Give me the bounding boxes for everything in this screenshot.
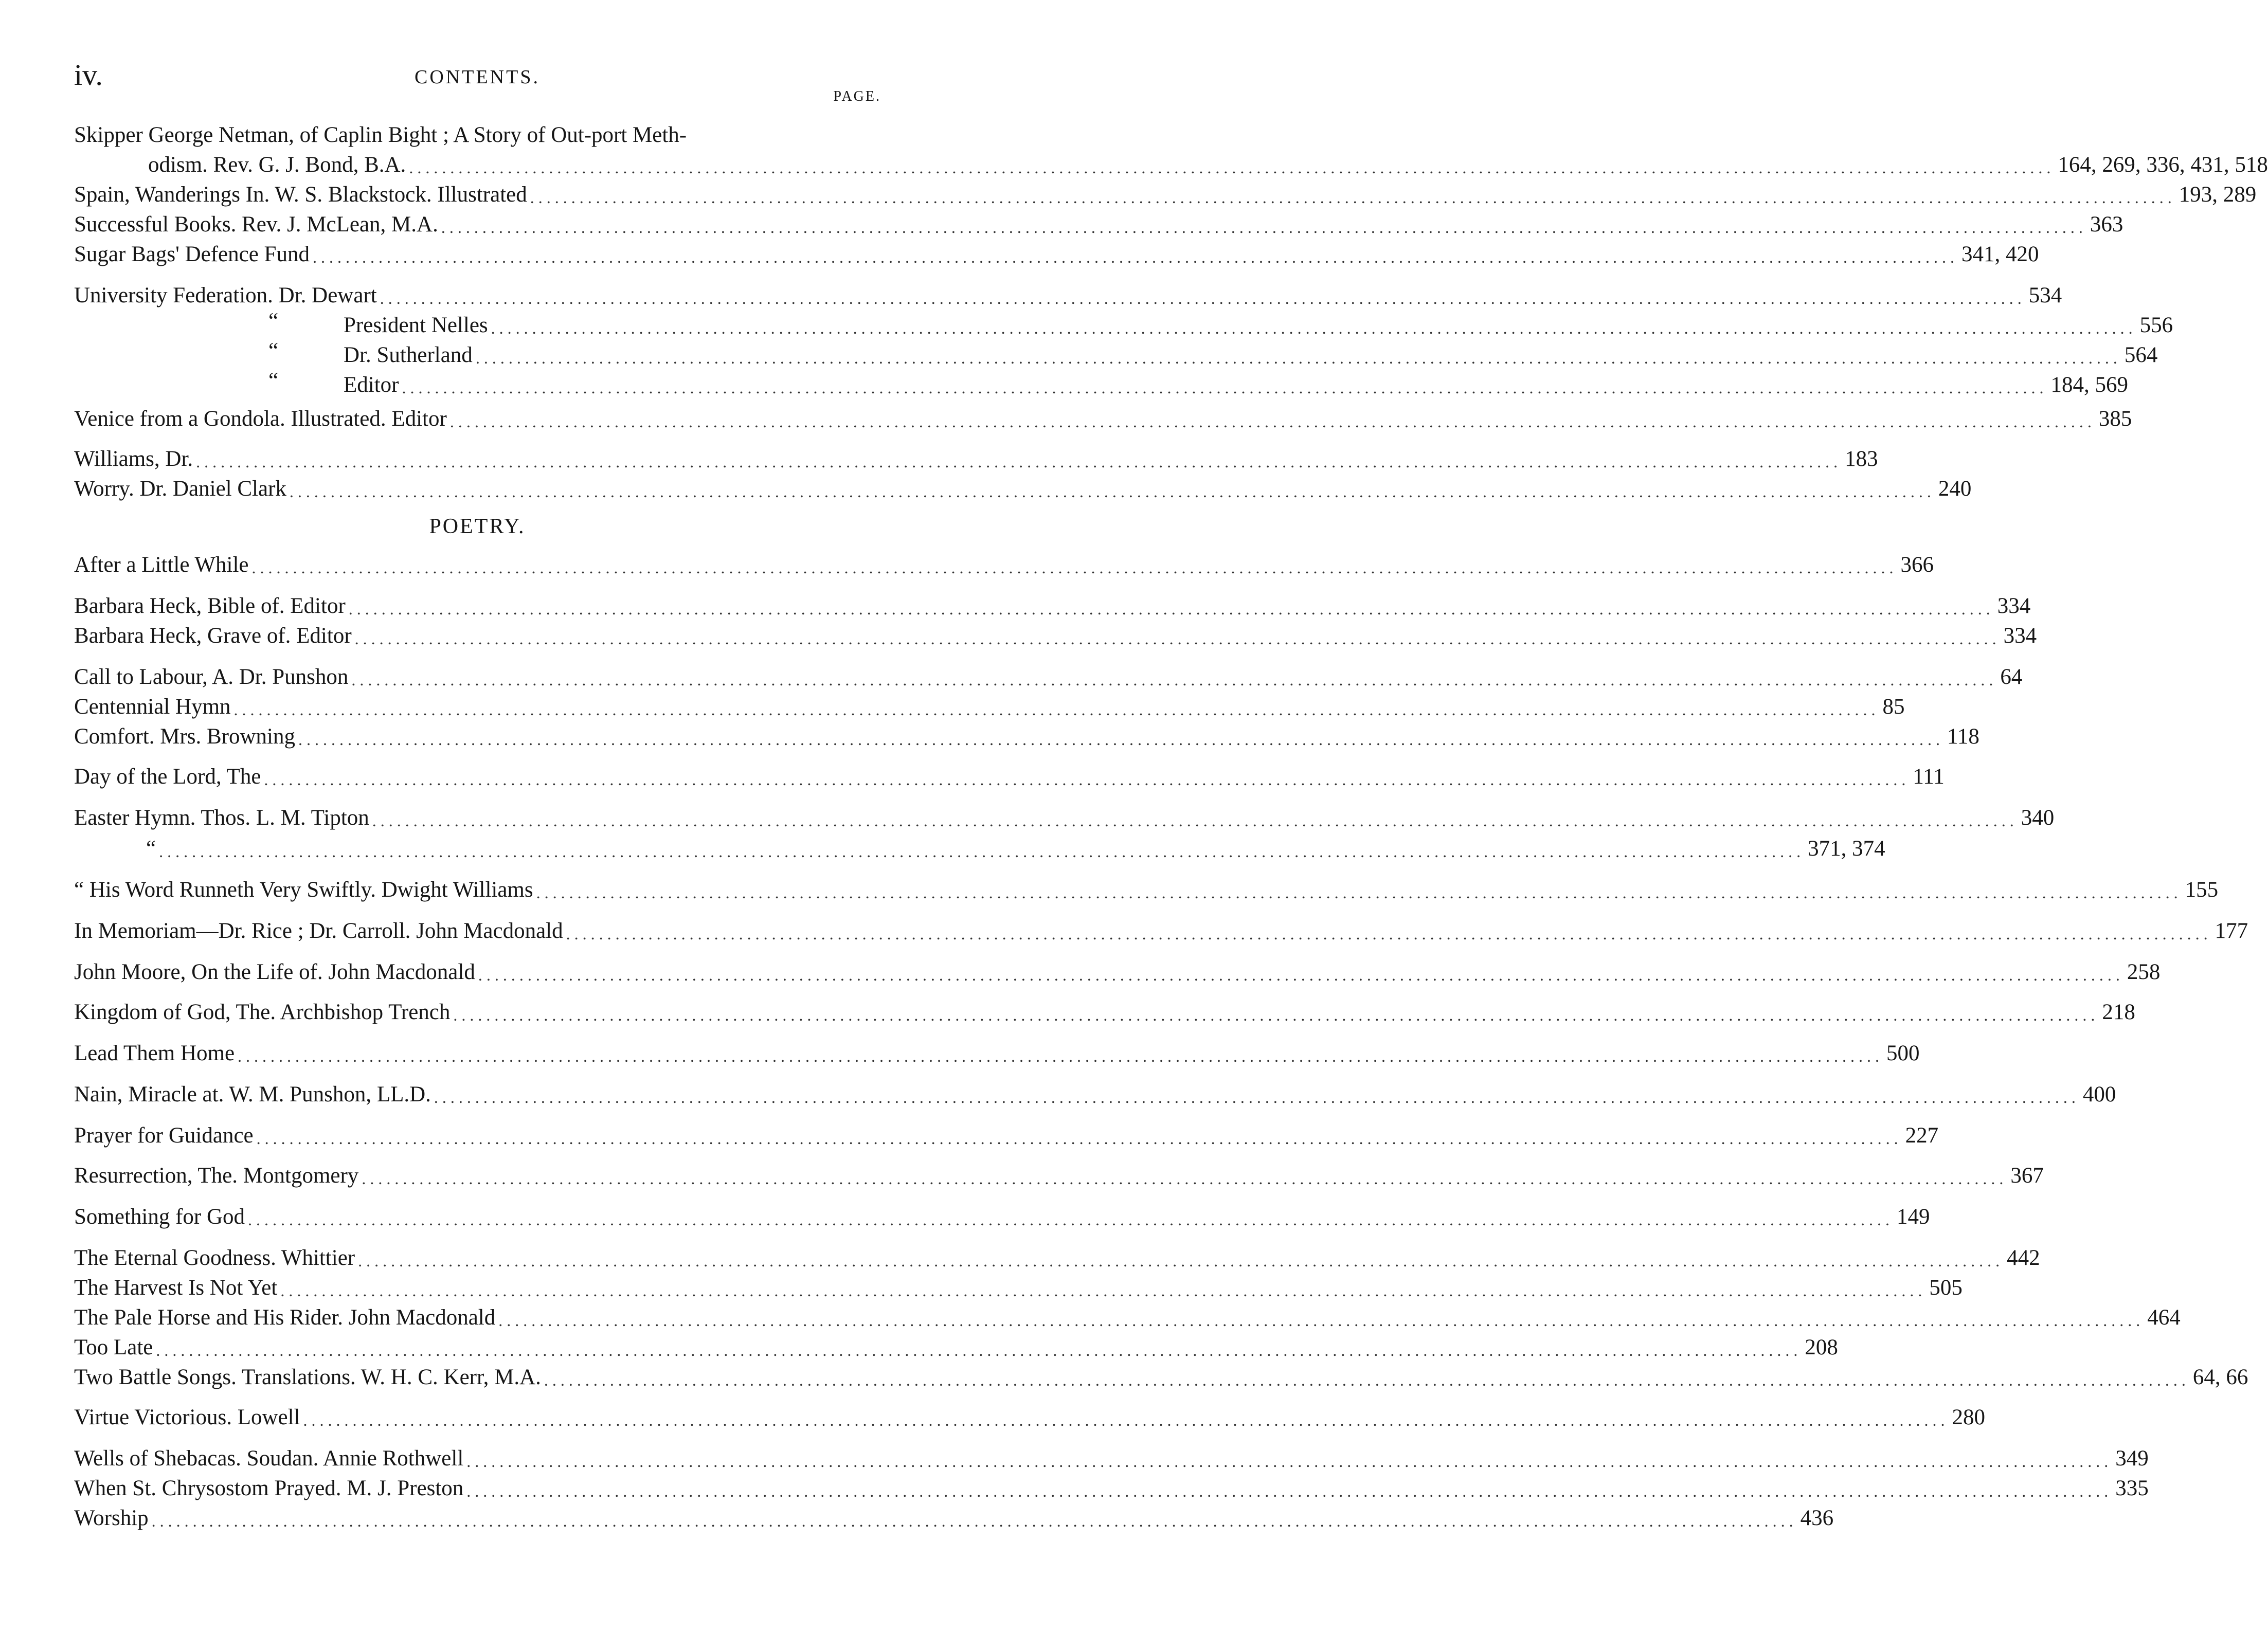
- entry-title: Resurrection, The. Montgomery: [74, 1164, 359, 1188]
- entry-pages: 184, 569: [2050, 373, 2128, 397]
- toc-entry: [74, 1297, 2181, 1330]
- ditto-mark: “: [268, 369, 279, 393]
- dot-leader: ........................................................................................................................................................................................................: [453, 1006, 2099, 1024]
- entry-pages: 367: [2010, 1164, 2044, 1188]
- toc-entry: [74, 174, 2257, 207]
- entry-pages: 85: [1882, 695, 1905, 719]
- entry-title: Sugar Bags' Defence Fund: [74, 242, 310, 266]
- entry-pages: 280: [1952, 1405, 1985, 1429]
- toc-entry: [74, 1327, 1838, 1359]
- entry-pages: 149: [1897, 1205, 1930, 1229]
- entry-pages: 341, 420: [1961, 242, 2039, 266]
- entry-title: Comfort. Mrs. Browning: [74, 724, 295, 749]
- entry-pages: 64, 66: [2192, 1365, 2248, 1389]
- dot-leader: ........................................................................................................................................................................................................: [566, 924, 2212, 943]
- entry-title: In Memoriam—Dr. Rice ; Dr. Carroll. John Macdonald: [74, 919, 563, 943]
- entry-title: Worship: [74, 1506, 149, 1530]
- toc-entry: [74, 686, 1905, 719]
- entry-title: University Federation. Dr. Dewart: [74, 283, 377, 307]
- toc-entry: [74, 1155, 2044, 1188]
- entry-title: After a Little While: [74, 553, 249, 577]
- entry-pages: 208: [1805, 1335, 1838, 1359]
- entry-title: Call to Labour, A. Dr. Punshon: [74, 665, 349, 689]
- entry-title: Easter Hymn. Thos. L. M. Tipton: [74, 806, 369, 830]
- entry-pages: 227: [1905, 1123, 1939, 1148]
- dot-leader: ........................................................................................................................................................................................................: [536, 883, 2182, 902]
- dot-leader: ........................................................................................................................................................................................................: [466, 1452, 2113, 1471]
- dot-leader: ........................................................................................................................................................................................................: [156, 1341, 1802, 1359]
- entry-title: Day of the Lord, The: [74, 765, 261, 789]
- entry-pages: 183: [1845, 447, 1878, 471]
- entry-title: Venice from a Gondola. Illustrated. Editor: [74, 407, 447, 431]
- entry-pages: 436: [1800, 1506, 1834, 1530]
- entry-pages: 334: [2003, 624, 2037, 648]
- entry-title: Editor: [344, 373, 399, 397]
- entry-title: Dr. Sutherland: [344, 343, 473, 367]
- entry-pages: 371, 374: [1808, 837, 1885, 861]
- entry-title: President Nelles: [344, 313, 488, 337]
- entry-pages: 400: [2082, 1082, 2116, 1106]
- toc-entry: [74, 869, 2219, 902]
- dot-leader: ........................................................................................................................................................................................................: [449, 412, 2096, 431]
- dot-leader: ........................................................................................................................................................................................................: [491, 319, 2137, 337]
- dot-leader: ........................................................................................................................................................................................................: [303, 1411, 1949, 1429]
- toc-entry: [74, 1196, 1930, 1229]
- dot-leader: ........................................................................................................................................................................................................: [441, 218, 2087, 237]
- entry-pages: 334: [1997, 594, 2031, 618]
- entry-pages: 505: [1929, 1276, 1963, 1300]
- dot-leader: ........................................................................................................................................................................................................: [372, 811, 2018, 830]
- entry-title: The Eternal Goodness. Whittier: [74, 1246, 355, 1270]
- toc-entry: [74, 1467, 2149, 1500]
- entry-title: Too Late: [74, 1335, 153, 1359]
- entry-title: Wells of Shebacas. Soudan. Annie Rothwell: [74, 1446, 464, 1471]
- toc-entry: [74, 364, 2128, 397]
- entry-title: Something for God: [74, 1205, 245, 1229]
- dot-leader: ........................................................................................................................................................................................................: [498, 1311, 2145, 1330]
- toc-entry: [74, 797, 2055, 830]
- toc-entry: [74, 615, 2037, 648]
- dot-leader: ........................................................................................................................................................................................................: [348, 600, 1994, 618]
- toc-entry: [74, 756, 1945, 789]
- dot-leader: ........................................................................................................................................................................................................: [159, 842, 1805, 861]
- entry-title: Lead Them Home: [74, 1041, 235, 1065]
- toc-entry: [74, 144, 2268, 177]
- dot-leader: ........................................................................................................................................................................................................: [380, 289, 2026, 307]
- entry-title: Williams, Dr.: [74, 447, 193, 471]
- dot-leader: ........................................................................................................................................................................................................: [354, 629, 2001, 648]
- dot-leader: ........................................................................................................................................................................................................: [362, 1169, 2008, 1188]
- entry-title: Virtue Victorious. Lowell: [74, 1405, 300, 1429]
- entry-pages: 366: [1900, 553, 1934, 577]
- entry-pages: 118: [1947, 724, 1979, 749]
- dot-leader: ........................................................................................................................................................................................................: [478, 966, 2124, 984]
- dot-leader: ........................................................................................................................................................................................................: [238, 1047, 1884, 1065]
- running-head: [74, 58, 880, 94]
- page-number: iv.: [74, 58, 103, 92]
- entry-title: Kingdom of God, The. Archbishop Trench: [74, 1000, 451, 1024]
- entry-title: “ His Word Runneth Very Swiftly. Dwight Williams: [74, 878, 533, 902]
- toc-entry: [74, 468, 1972, 501]
- entry-title: Spain, Wanderings In. W. S. Blackstock. Illustrated: [74, 183, 527, 207]
- toc-entry: [74, 438, 1878, 471]
- entry-pages: 464: [2147, 1305, 2181, 1330]
- dot-leader: ........................................................................................................................................................................................................: [466, 1482, 2113, 1500]
- page-column-label: PAGE.: [833, 88, 881, 104]
- toc-entry: [74, 398, 2132, 431]
- dot-leader: ........................................................................................................................................................................................................: [530, 188, 2176, 207]
- toc-entry: [74, 233, 2039, 266]
- entry-pages: 442: [2007, 1246, 2040, 1270]
- entry-title: odism. Rev. G. J. Bond, B.A.: [148, 153, 406, 177]
- entry-title: The Harvest Is Not Yet: [74, 1276, 278, 1300]
- entry-pages: 349: [2115, 1446, 2149, 1471]
- toc-entry: [74, 951, 2161, 984]
- entry-title: Nain, Miracle at. W. M. Punshon, LL.D.: [74, 1082, 431, 1106]
- toc-entry: [74, 828, 1885, 861]
- entry-pages: 556: [2139, 313, 2173, 337]
- toc-entry: [74, 334, 2158, 367]
- dot-leader: ........................................................................................................................................................................................................: [264, 770, 1910, 789]
- dot-leader: ........................................................................................................................................................................................................: [248, 1210, 1894, 1229]
- dot-leader: ........................................................................................................................................................................................................: [409, 158, 2055, 177]
- running-title: CONTENTS.: [415, 66, 540, 88]
- entry-pages: 240: [1938, 477, 1972, 501]
- toc-entry: [74, 1074, 2116, 1106]
- toc-entry: [74, 1237, 2040, 1270]
- dot-leader: ........................................................................................................................................................................................................: [351, 670, 1997, 689]
- dot-leader: ........................................................................................................................................................................................................: [280, 1281, 1927, 1300]
- dot-leader: ........................................................................................................................................................................................................: [312, 248, 1958, 266]
- ditto-mark: “: [268, 309, 279, 333]
- toc-entry: [74, 716, 1979, 749]
- dot-leader: ........................................................................................................................................................................................................: [358, 1251, 2004, 1270]
- ditto-mark: “: [268, 339, 279, 363]
- entry-title: “: [146, 837, 156, 861]
- entry-pages: 534: [2028, 283, 2062, 307]
- entry-pages: 385: [2098, 407, 2132, 431]
- entry-pages: 177: [2215, 919, 2248, 943]
- entry-pages: 363: [2090, 212, 2123, 237]
- entry-pages: 500: [1886, 1041, 1920, 1065]
- entry-title: Barbara Heck, Bible of. Editor: [74, 594, 346, 618]
- entry-title: Barbara Heck, Grave of. Editor: [74, 624, 352, 648]
- dot-leader: ........................................................................................................................................................................................................: [151, 1512, 1797, 1530]
- toc-entry: [74, 275, 2062, 307]
- dot-leader: ........................................................................................................................................................................................................: [402, 378, 2048, 397]
- entry-pages: 335: [2115, 1476, 2149, 1500]
- entry-title: When St. Chrysostom Prayed. M. J. Preston: [74, 1476, 464, 1500]
- dot-leader: ........................................................................................................................................................................................................: [289, 482, 1935, 501]
- entry-pages: 111: [1913, 765, 1945, 789]
- entry-pages: 340: [2021, 806, 2055, 830]
- entry-pages: 64: [2000, 665, 2023, 689]
- entry-title: Successful Books. Rev. J. McLean, M.A.: [74, 212, 438, 237]
- dot-leader: ........................................................................................................................................................................................................: [544, 1371, 2190, 1389]
- entry-title: Two Battle Songs. Translations. W. H. C. Kerr, M.A.: [74, 1365, 541, 1389]
- toc-entry: [74, 1356, 2248, 1389]
- toc-entry: [74, 1267, 1963, 1300]
- toc-entry: [74, 114, 880, 146]
- entry-pages: 164, 269, 336, 431, 518: [2058, 153, 2268, 177]
- toc-entry: [74, 991, 2135, 1024]
- toc-entry: [74, 1115, 1939, 1148]
- toc-entry: [74, 1438, 2149, 1471]
- entry-title: Skipper George Netman, of Caplin Bight ; A Story of Out-port Meth-: [74, 123, 687, 147]
- dot-leader: ........................................................................................................................................................................................................: [233, 700, 1880, 719]
- dot-leader: ........................................................................................................................................................................................................: [251, 558, 1898, 577]
- toc-entry: [74, 204, 2123, 237]
- toc-entry: [74, 1497, 1834, 1530]
- poetry-heading: POETRY.: [429, 515, 526, 538]
- toc-entry: [74, 1396, 1985, 1429]
- toc-entry: [74, 544, 1934, 577]
- toc-entry: [74, 1032, 1920, 1065]
- toc-entry: [74, 585, 2031, 618]
- toc-entry: [74, 656, 2023, 689]
- entry-title: Worry. Dr. Daniel Clark: [74, 477, 286, 501]
- entry-pages: 193, 289: [2179, 183, 2257, 207]
- entry-title: John Moore, On the Life of. John Macdonald: [74, 960, 475, 984]
- toc-entry: [74, 910, 2248, 943]
- entry-pages: 564: [2124, 343, 2158, 367]
- entry-title: Prayer for Guidance: [74, 1123, 254, 1148]
- dot-leader: ........................................................................................................................................................................................................: [434, 1088, 2080, 1106]
- entry-pages: 218: [2102, 1000, 2135, 1024]
- entry-pages: 155: [2185, 878, 2219, 902]
- entry-title: Centennial Hymn: [74, 695, 231, 719]
- dot-leader: ........................................................................................................................................................................................................: [256, 1129, 1902, 1148]
- entry-title: The Pale Horse and His Rider. John Macdonald: [74, 1305, 496, 1330]
- entry-pages: 258: [2127, 960, 2161, 984]
- dot-leader: ........................................................................................................................................................................................................: [298, 730, 1944, 749]
- dot-leader: ........................................................................................................................................................................................................: [475, 349, 2121, 367]
- dot-leader: ........................................................................................................................................................................................................: [196, 452, 1842, 471]
- toc-entry: [74, 304, 2173, 337]
